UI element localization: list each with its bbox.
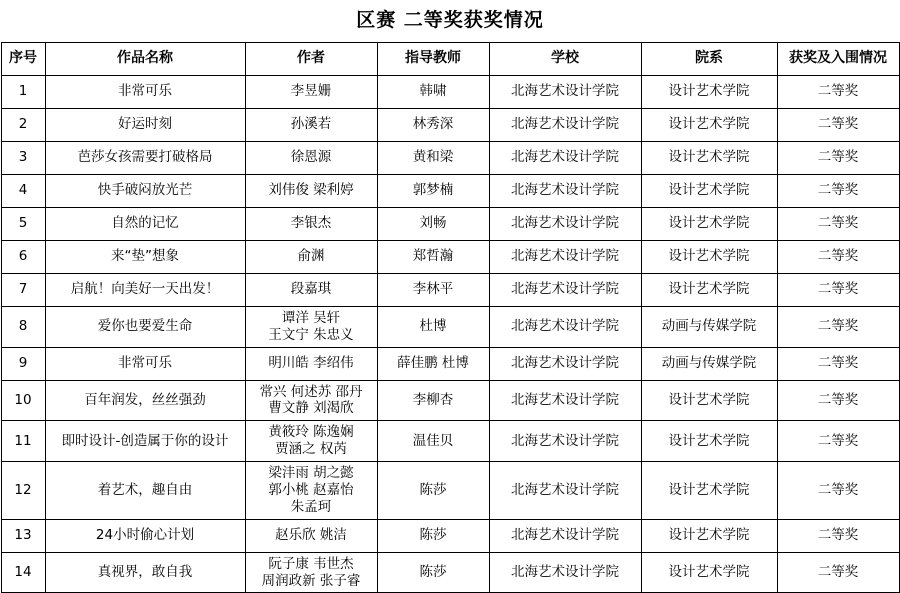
cell-department: 设计艺术学院 (641, 380, 777, 421)
cell-award: 二等奖 (777, 462, 899, 520)
cell-teacher (377, 207, 489, 240)
cell-author (245, 380, 377, 421)
cell-award: 二等奖 (777, 108, 899, 141)
cell-award: 二等奖 (777, 273, 899, 306)
cell-teacher (377, 141, 489, 174)
cell-no: 4 (1, 174, 45, 207)
cell-author-line: 刘伟俊 梁利婷 (268, 182, 354, 199)
cell-teacher-line: 黄和梁 (412, 149, 454, 166)
cell-teacher-line: 郑哲瀚 (412, 248, 454, 265)
cell-no: 14 (1, 552, 45, 593)
cell-no: 13 (1, 519, 45, 552)
cell-work-title: 自然的记忆 (45, 207, 245, 240)
cell-department: 设计艺术学院 (641, 519, 777, 552)
cell-school: 北海艺术设计学院 (489, 273, 641, 306)
cell-school: 北海艺术设计学院 (489, 207, 641, 240)
cell-department: 设计艺术学院 (641, 552, 777, 593)
cell-school: 北海艺术设计学院 (489, 306, 641, 347)
cell-author-line: 周润政新 张子睿 (261, 572, 361, 589)
cell-teacher-line: 陈莎 (419, 527, 447, 544)
cell-no: 8 (1, 306, 45, 347)
cell-author (245, 347, 377, 380)
cell-author-line: 徐恩源 (290, 149, 332, 166)
table-row (1, 519, 899, 552)
cell-award: 二等奖 (777, 519, 899, 552)
cell-teacher-line: 林秀深 (412, 116, 454, 133)
cell-teacher-line: 薛佳鹏 杜博 (397, 355, 469, 372)
cell-no: 3 (1, 141, 45, 174)
cell-department: 设计艺术学院 (641, 207, 777, 240)
cell-teacher-line: 杜博 (419, 318, 447, 335)
cell-author (245, 519, 377, 552)
cell-teacher (377, 240, 489, 273)
cell-teacher-line: 温佳贝 (412, 432, 454, 449)
cell-award: 二等奖 (777, 306, 899, 347)
cell-work-title: 来“垫”想象 (45, 240, 245, 273)
cell-teacher-line: 韩啸 (419, 83, 447, 100)
cell-author-line: 朱孟珂 (290, 498, 332, 515)
cell-author-line: 谭洋 吴轩 (281, 309, 341, 326)
cell-department: 设计艺术学院 (641, 240, 777, 273)
cell-teacher (377, 380, 489, 421)
table-header-row (1, 42, 899, 75)
cell-no: 11 (1, 421, 45, 462)
cell-school: 北海艺术设计学院 (489, 174, 641, 207)
cell-teacher (377, 519, 489, 552)
cell-teacher (377, 421, 489, 462)
cell-school: 北海艺术设计学院 (489, 380, 641, 421)
table-row (1, 108, 899, 141)
cell-author-line: 孙溪若 (290, 116, 332, 133)
cell-school: 北海艺术设计学院 (489, 240, 641, 273)
cell-author (245, 552, 377, 593)
column-header-award: 获奖及入围情况 (777, 42, 899, 75)
table-row (1, 240, 899, 273)
cell-school: 北海艺术设计学院 (489, 421, 641, 462)
cell-no: 2 (1, 108, 45, 141)
cell-teacher-line: 陈莎 (419, 564, 447, 581)
cell-teacher (377, 462, 489, 520)
cell-award: 二等奖 (777, 240, 899, 273)
cell-author (245, 273, 377, 306)
cell-teacher-line: 郭梦楠 (412, 182, 454, 199)
cell-author-line: 王文宁 朱忠义 (268, 326, 354, 343)
award-table (1, 42, 900, 593)
cell-author-line: 郭小桃 赵嘉怡 (268, 481, 354, 498)
cell-no: 5 (1, 207, 45, 240)
table-row (1, 552, 899, 593)
cell-department: 设计艺术学院 (641, 108, 777, 141)
cell-author (245, 240, 377, 273)
cell-teacher-line: 李柳杏 (412, 391, 454, 408)
cell-department: 设计艺术学院 (641, 141, 777, 174)
column-header-no: 序号 (1, 42, 45, 75)
cell-author (245, 174, 377, 207)
table-row (1, 207, 899, 240)
cell-teacher (377, 75, 489, 108)
cell-author (245, 421, 377, 462)
cell-author-line: 阮子康 韦世杰 (268, 555, 354, 572)
cell-teacher-line: 陈莎 (419, 481, 447, 498)
cell-award: 二等奖 (777, 207, 899, 240)
cell-author-line: 俞渊 (297, 248, 325, 265)
column-header-work: 作品名称 (45, 42, 245, 75)
cell-teacher (377, 174, 489, 207)
cell-award: 二等奖 (777, 174, 899, 207)
table-row (1, 174, 899, 207)
cell-work-title: 芭莎女孩需要打破格局 (45, 141, 245, 174)
cell-author-line: 李银杰 (290, 215, 332, 232)
cell-teacher-line: 李林平 (412, 281, 454, 298)
cell-school: 北海艺术设计学院 (489, 462, 641, 520)
cell-work-title: 非常可乐 (45, 347, 245, 380)
cell-author (245, 306, 377, 347)
cell-no: 1 (1, 75, 45, 108)
cell-award: 二等奖 (777, 347, 899, 380)
page-title: 区赛 二等奖获奖情况 (356, 9, 544, 31)
cell-teacher (377, 347, 489, 380)
cell-school: 北海艺术设计学院 (489, 552, 641, 593)
cell-department: 设计艺术学院 (641, 273, 777, 306)
cell-school: 北海艺术设计学院 (489, 347, 641, 380)
cell-author (245, 108, 377, 141)
table-body (1, 75, 899, 593)
cell-award: 二等奖 (777, 380, 899, 421)
cell-work-title: 爱你也要爱生命 (45, 306, 245, 347)
cell-department: 设计艺术学院 (641, 421, 777, 462)
cell-work-title: 好运时刻 (45, 108, 245, 141)
cell-work-title: 非常可乐 (45, 75, 245, 108)
cell-department: 设计艺术学院 (641, 75, 777, 108)
cell-no: 10 (1, 380, 45, 421)
cell-teacher (377, 306, 489, 347)
table-row (1, 421, 899, 462)
cell-award: 二等奖 (777, 552, 899, 593)
cell-work-title: 即时设计-创造属于你的设计 (45, 421, 245, 462)
cell-school: 北海艺术设计学院 (489, 75, 641, 108)
table-row (1, 273, 899, 306)
cell-author (245, 75, 377, 108)
cell-work-title: 启航！向美好一天出发！ (45, 273, 245, 306)
cell-author-line: 李昱姗 (290, 83, 332, 100)
table-row (1, 380, 899, 421)
column-header-author: 作者 (245, 42, 377, 75)
cell-author-line: 明川皓 李绍伟 (268, 355, 354, 372)
table-row (1, 306, 899, 347)
cell-teacher (377, 273, 489, 306)
cell-department: 设计艺术学院 (641, 174, 777, 207)
cell-author-line: 常兴 何述苏 邵丹 (259, 383, 363, 400)
cell-author (245, 141, 377, 174)
cell-no: 12 (1, 462, 45, 520)
cell-author (245, 207, 377, 240)
cell-award: 二等奖 (777, 75, 899, 108)
cell-work-title: 真视界，敢自我 (45, 552, 245, 593)
cell-department: 设计艺术学院 (641, 462, 777, 520)
column-header-dept: 院系 (641, 42, 777, 75)
cell-award: 二等奖 (777, 421, 899, 462)
cell-author (245, 462, 377, 520)
cell-no: 9 (1, 347, 45, 380)
cell-teacher (377, 552, 489, 593)
table-row (1, 75, 899, 108)
cell-author-line: 黄筱玲 陈逸娴 (268, 424, 354, 441)
cell-no: 7 (1, 273, 45, 306)
column-header-teacher: 指导教师 (377, 42, 489, 75)
table-row (1, 347, 899, 380)
cell-no: 6 (1, 240, 45, 273)
table-row (1, 141, 899, 174)
cell-author-line: 赵乐欣 姚洁 (275, 527, 347, 544)
column-header-school: 学校 (489, 42, 641, 75)
cell-author-line: 段嘉琪 (290, 281, 332, 298)
cell-department: 动画与传媒学院 (641, 306, 777, 347)
cell-author-line: 贾涵之 权芮 (275, 441, 347, 458)
cell-award: 二等奖 (777, 141, 899, 174)
cell-author-line: 梁沣雨 胡之懿 (268, 465, 354, 482)
cell-work-title: 着艺术，趣自由 (45, 462, 245, 520)
table-header (1, 42, 899, 75)
cell-school: 北海艺术设计学院 (489, 108, 641, 141)
cell-department: 动画与传媒学院 (641, 347, 777, 380)
cell-author-line: 曹文静 刘渴欣 (268, 400, 354, 417)
cell-work-title: 24小时偷心计划 (45, 519, 245, 552)
cell-school: 北海艺术设计学院 (489, 141, 641, 174)
cell-school: 北海艺术设计学院 (489, 519, 641, 552)
cell-work-title: 百年润发，丝丝强劲 (45, 380, 245, 421)
cell-teacher-line: 刘畅 (419, 215, 447, 232)
table-row (1, 462, 899, 520)
cell-work-title: 快手破闷放光芒 (45, 174, 245, 207)
cell-teacher (377, 108, 489, 141)
